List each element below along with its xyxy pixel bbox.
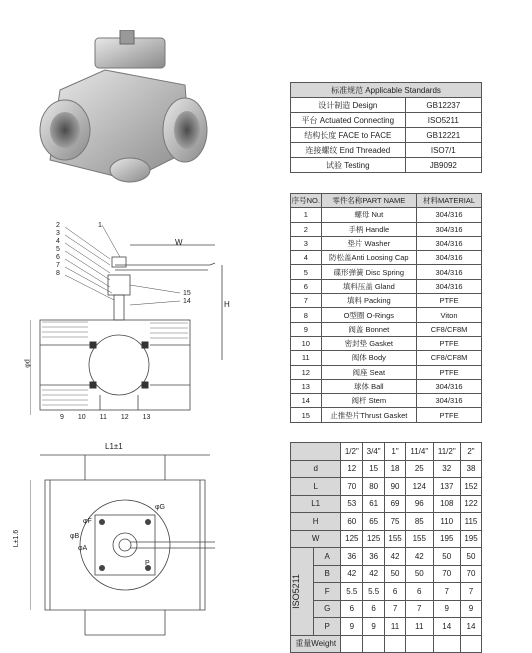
part-material: 304/316 <box>417 394 482 408</box>
iso-value: 5.5 <box>363 583 385 601</box>
parts-header-name: 零件名称PART NAME <box>321 194 417 208</box>
table-row <box>291 265 482 279</box>
dim-value: 125 <box>341 530 363 548</box>
dim-value: 195 <box>461 530 482 548</box>
part-name: 填料压盖 Gland <box>321 279 417 293</box>
iso-value: 42 <box>385 548 406 566</box>
callout-13: 13 <box>142 414 151 421</box>
table-row <box>291 322 482 336</box>
table-row <box>291 236 482 250</box>
top-view-drawing <box>30 450 245 640</box>
table-row <box>291 365 482 379</box>
iso-row-label: G <box>314 600 341 618</box>
weight-row <box>291 635 482 653</box>
table-row <box>291 294 482 308</box>
callout-6: 6 <box>56 254 60 261</box>
dim-value: 195 <box>433 530 460 548</box>
dim-label: W <box>291 530 341 548</box>
part-material: PTFE <box>417 408 482 422</box>
dim-b: φB <box>70 533 80 540</box>
dims-header-row <box>291 443 482 461</box>
iso-value: 50 <box>406 565 433 583</box>
iso-value: 6 <box>363 600 385 618</box>
weight-value <box>385 635 406 653</box>
dim-value: 125 <box>363 530 385 548</box>
part-no: 8 <box>291 308 322 322</box>
dim-value: 155 <box>406 530 433 548</box>
dim-value: 108 <box>433 495 460 513</box>
part-no: 15 <box>291 408 322 422</box>
part-name: 碟形弹簧 Disc Spring <box>321 265 417 279</box>
dim-value: 18 <box>385 460 406 478</box>
iso-value: 42 <box>406 548 433 566</box>
left-callouts <box>56 222 60 278</box>
iso-value: 6 <box>385 583 406 601</box>
part-name: 螺母 Nut <box>321 208 417 222</box>
iso-value: 70 <box>461 565 482 583</box>
parts-header-no: 序号NO. <box>291 194 322 208</box>
iso-value: 36 <box>341 548 363 566</box>
part-material: 304/316 <box>417 279 482 293</box>
weight-label: 重量Weight <box>291 635 341 653</box>
table-row <box>291 495 482 513</box>
part-name: O型圈 O-Rings <box>321 308 417 322</box>
standard-value: ISO5211 <box>405 113 481 128</box>
part-no: 2 <box>291 222 322 236</box>
standard-label: 平台 Actuated Connecting <box>291 113 406 128</box>
dim-label: H <box>291 513 341 531</box>
dim-value: 155 <box>385 530 406 548</box>
part-name: 密封垫 Gasket <box>321 336 417 350</box>
table-row <box>291 460 482 478</box>
dim-value: 32 <box>433 460 460 478</box>
part-no: 3 <box>291 236 322 250</box>
size-header: 1/2" <box>341 443 363 461</box>
part-material: 304/316 <box>417 251 482 265</box>
weight-value <box>461 635 482 653</box>
table-row <box>291 379 482 393</box>
dim-value: 96 <box>406 495 433 513</box>
iso-value: 14 <box>433 618 460 636</box>
dim-value: 80 <box>363 478 385 496</box>
part-name: 垫片 Washer <box>321 236 417 250</box>
part-material: CF8/CF8M <box>417 351 482 365</box>
iso-value: 6 <box>341 600 363 618</box>
table-row <box>291 251 482 265</box>
callout-2: 2 <box>56 222 60 229</box>
iso-value: 36 <box>363 548 385 566</box>
callout-9: 9 <box>60 414 64 421</box>
table-row <box>291 222 482 236</box>
part-name: 阀座 Seat <box>321 365 417 379</box>
iso-value: 50 <box>433 548 460 566</box>
iso-value: 42 <box>363 565 385 583</box>
part-material: 304/316 <box>417 208 482 222</box>
iso-value: 7 <box>406 600 433 618</box>
iso-value: 7 <box>385 600 406 618</box>
iso-label <box>291 548 314 636</box>
part-material: 304/316 <box>417 222 482 236</box>
part-material: PTFE <box>417 294 482 308</box>
iso-value: 9 <box>341 618 363 636</box>
iso-row-label: A <box>314 548 341 566</box>
table-row <box>291 336 482 350</box>
table-row <box>291 618 482 636</box>
table-row <box>291 565 482 583</box>
iso-value: 11 <box>406 618 433 636</box>
part-no: 13 <box>291 379 322 393</box>
part-material: 304/316 <box>417 236 482 250</box>
part-no: 7 <box>291 294 322 308</box>
standard-value: GB12237 <box>405 98 481 113</box>
part-name: 阀体 Body <box>321 351 417 365</box>
dim-value: 110 <box>433 513 460 531</box>
iso-value: 7 <box>461 583 482 601</box>
section-drawing <box>30 215 230 430</box>
dim-value: 12 <box>341 460 363 478</box>
dim-p: P <box>145 560 150 567</box>
dim-value: 137 <box>433 478 460 496</box>
part-name: 球体 Ball <box>321 379 417 393</box>
dimensions-table <box>290 442 482 653</box>
weight-value <box>341 635 363 653</box>
iso-text: ISO5211 <box>291 573 301 609</box>
table-row <box>291 548 482 566</box>
part-material: PTFE <box>417 365 482 379</box>
dim-value: 115 <box>461 513 482 531</box>
table-row <box>291 513 482 531</box>
part-name: 阀杆 Stem <box>321 394 417 408</box>
dim-value: 65 <box>363 513 385 531</box>
iso-value: 9 <box>461 600 482 618</box>
part-no: 4 <box>291 251 322 265</box>
part-no: 5 <box>291 265 322 279</box>
dim-value: 75 <box>385 513 406 531</box>
callout-12: 12 <box>120 414 129 421</box>
dim-h: H <box>224 300 230 309</box>
part-no: 6 <box>291 279 322 293</box>
table-row <box>291 583 482 601</box>
iso-value: 9 <box>363 618 385 636</box>
part-name: 手柄 Handle <box>321 222 417 236</box>
dims-corner <box>291 443 341 461</box>
dim-label: d <box>291 460 341 478</box>
part-material: 304/316 <box>417 379 482 393</box>
weight-value <box>363 635 385 653</box>
standard-value: GB12221 <box>405 128 481 143</box>
parts-table <box>290 193 482 423</box>
dim-value: 53 <box>341 495 363 513</box>
table-row <box>291 530 482 548</box>
part-name: 阀盖 Bonnet <box>321 322 417 336</box>
dim-value: 69 <box>385 495 406 513</box>
dim-value: 85 <box>406 513 433 531</box>
dim-value: 38 <box>461 460 482 478</box>
table-row <box>291 600 482 618</box>
part-material: PTFE <box>417 336 482 350</box>
dim-f: φF <box>83 518 92 525</box>
size-header: 3/4" <box>363 443 385 461</box>
weight-value <box>433 635 460 653</box>
iso-value: 5.5 <box>341 583 363 601</box>
dim-value: 60 <box>341 513 363 531</box>
iso-value: 50 <box>385 565 406 583</box>
standards-table <box>290 82 482 173</box>
iso-value: 11 <box>385 618 406 636</box>
iso-value: 14 <box>461 618 482 636</box>
table-row <box>291 208 482 222</box>
part-material: Viton <box>417 308 482 322</box>
callout-11: 11 <box>99 414 107 421</box>
dim-value: 25 <box>406 460 433 478</box>
size-header: 11/4" <box>406 443 433 461</box>
table-row <box>291 478 482 496</box>
size-header: 2" <box>461 443 482 461</box>
dim-l1: L1±1 <box>105 442 123 451</box>
callout-3: 3 <box>56 230 60 237</box>
part-name: 止推垫片Thrust Gasket <box>321 408 417 422</box>
part-no: 9 <box>291 322 322 336</box>
dim-d: φd <box>24 359 32 368</box>
iso-value: 9 <box>433 600 460 618</box>
table-row <box>291 394 482 408</box>
iso-row-label: F <box>314 583 341 601</box>
dim-value: 15 <box>363 460 385 478</box>
iso-value: 6 <box>406 583 433 601</box>
part-name: 防松盖Anti Loosing Cap <box>321 251 417 265</box>
part-no: 11 <box>291 351 322 365</box>
dim-l: L±1.6 <box>13 529 21 548</box>
part-no: 10 <box>291 336 322 350</box>
callout-8: 8 <box>56 270 60 277</box>
part-material: 304/316 <box>417 265 482 279</box>
dim-value: 61 <box>363 495 385 513</box>
standard-value: ISO7/1 <box>405 143 481 158</box>
table-row <box>291 408 482 422</box>
iso-row-label: P <box>314 618 341 636</box>
size-header: 11/2" <box>433 443 460 461</box>
part-no: 1 <box>291 208 322 222</box>
dim-value: 152 <box>461 478 482 496</box>
standard-label: 结构长度 FACE to FACE <box>291 128 406 143</box>
dim-value: 70 <box>341 478 363 496</box>
dim-label: L1 <box>291 495 341 513</box>
dim-w: W <box>175 238 183 247</box>
part-name: 填料 Packing <box>321 294 417 308</box>
callout-4: 4 <box>56 238 60 245</box>
iso-row-label: B <box>314 565 341 583</box>
size-header: 1" <box>385 443 406 461</box>
standard-label: 设计制造 Design <box>291 98 406 113</box>
dim-a: φA <box>78 545 88 552</box>
standard-label: 连接螺纹 End Threaded <box>291 143 406 158</box>
table-row <box>291 308 482 322</box>
standards-title: 标准规范 Applicable Standards <box>291 83 482 98</box>
table-row <box>291 351 482 365</box>
table-row <box>291 279 482 293</box>
callout-14: 14 <box>183 298 191 305</box>
dim-value: 122 <box>461 495 482 513</box>
callout-1: 1 <box>98 222 102 229</box>
dim-label: L <box>291 478 341 496</box>
standard-label: 试验 Testing <box>291 158 406 173</box>
bottom-callouts <box>60 414 150 421</box>
iso-value: 42 <box>341 565 363 583</box>
part-material: CF8/CF8M <box>417 322 482 336</box>
part-no: 14 <box>291 394 322 408</box>
valve-photo <box>20 30 220 190</box>
iso-value: 70 <box>433 565 460 583</box>
callout-10: 10 <box>77 414 86 421</box>
dim-value: 124 <box>406 478 433 496</box>
standard-value: JB9092 <box>405 158 481 173</box>
dim-g: φG <box>155 504 165 511</box>
part-no: 12 <box>291 365 322 379</box>
iso-value: 50 <box>461 548 482 566</box>
iso-value: 7 <box>433 583 460 601</box>
dim-value: 90 <box>385 478 406 496</box>
callout-7: 7 <box>56 262 60 269</box>
callout-5: 5 <box>56 246 60 253</box>
callout-15: 15 <box>183 290 191 297</box>
parts-header-material: 材料MATERIAL <box>417 194 482 208</box>
weight-value <box>406 635 433 653</box>
